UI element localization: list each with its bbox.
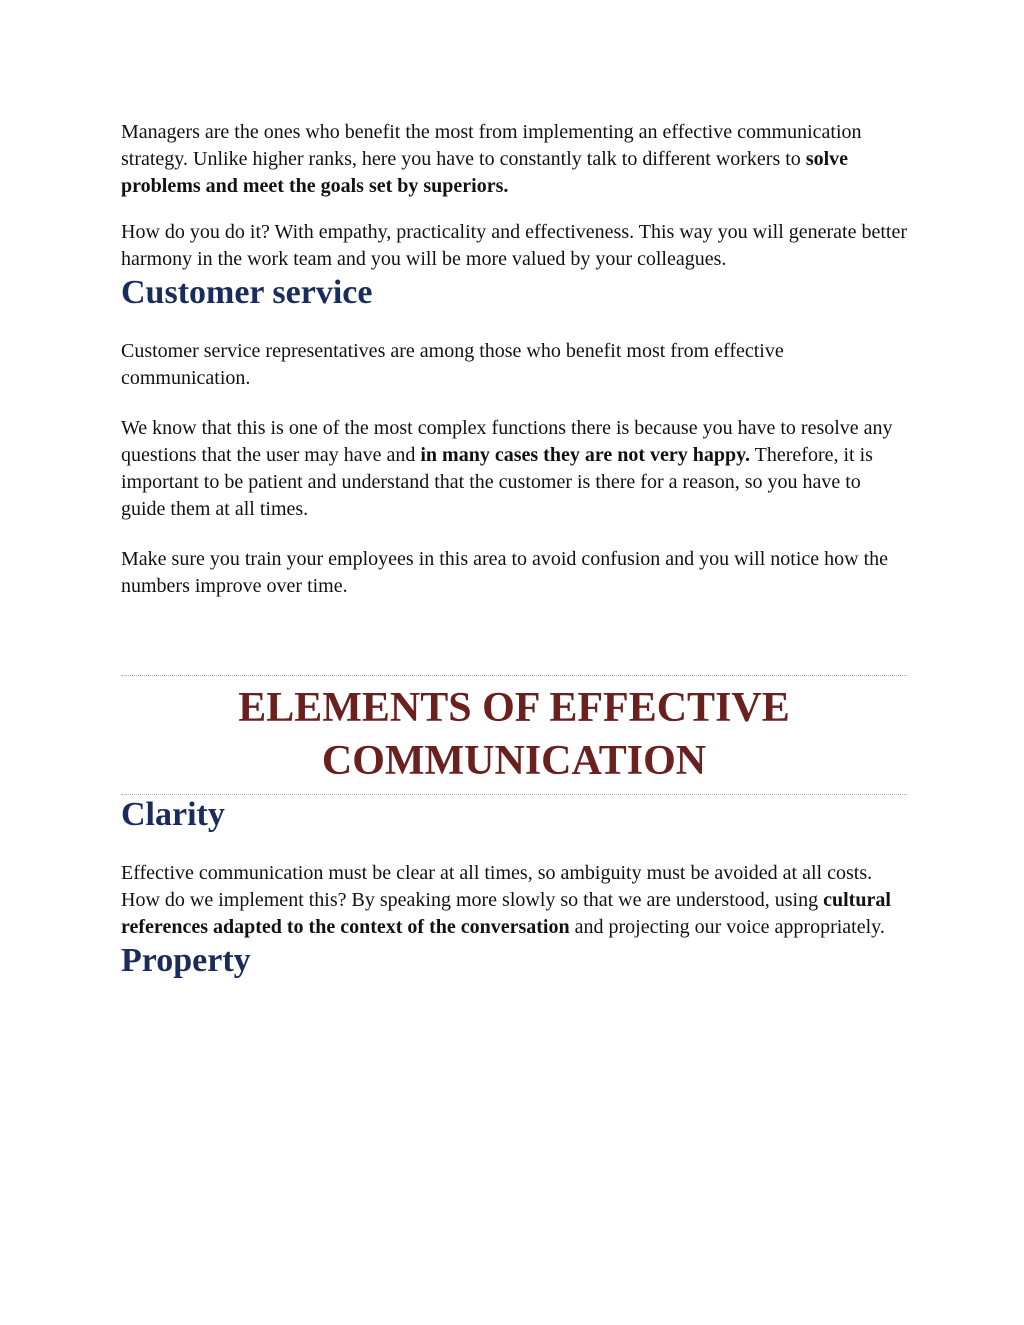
managers-paragraph-1: [121, 119, 907, 200]
customer-service-paragraph-2: [121, 415, 907, 523]
elements-heading-line-2: COMMUNICATION: [321, 738, 707, 784]
customer-service-heading: Customer service: [121, 274, 373, 311]
customer-service-paragraph-1: Customer service representatives are among those who benefit most from effective communication.: [121, 340, 784, 389]
elements-heading: [121, 682, 907, 788]
clarity-text-a: Effective communication must be clear at all times, so ambiguity must be avoided at all costs. How do we implement this? By speaking more slowly so that we are understood, using: [121, 862, 873, 911]
clarity-bold: cultural references adapted to the context of the conversation: [121, 889, 891, 938]
document-page: [121, 119, 907, 981]
customer-p2-text-a: We know that this is one of the most complex functions there is because you have to resolve any questions that the user may have and: [121, 417, 893, 466]
managers-p1-bold: solve problems and meet the goals set by superiors.: [121, 148, 849, 197]
managers-p1-text: Managers are the ones who benefit the most from implementing an effective communication strategy. Unlike higher ranks, here you have to constantly talk to different workers to: [121, 121, 862, 170]
customer-p2-text-b: Therefore, it is important to be patient and understand that the customer is there for a reason, so you have to guide them at all times.: [121, 444, 873, 520]
elements-heading-line-1: ELEMENTS OF EFFECTIVE: [238, 685, 790, 731]
elements-section-title-block: [121, 675, 907, 795]
clarity-heading: Clarity: [121, 796, 225, 833]
managers-paragraph-2: How do you do it? With empathy, practicality and effectiveness. This way you will generate better harmony in the work team and you will be more valued by your colleagues.: [121, 221, 908, 270]
property-heading: Property: [121, 942, 251, 979]
clarity-paragraph: [121, 860, 907, 941]
customer-p2-bold: in many cases they are not very happy.: [420, 444, 751, 466]
customer-service-paragraph-3: Make sure you train your employees in this area to avoid confusion and you will notice how the numbers improve over time.: [121, 548, 889, 597]
clarity-text-b: and projecting our voice appropriately.: [569, 916, 885, 938]
